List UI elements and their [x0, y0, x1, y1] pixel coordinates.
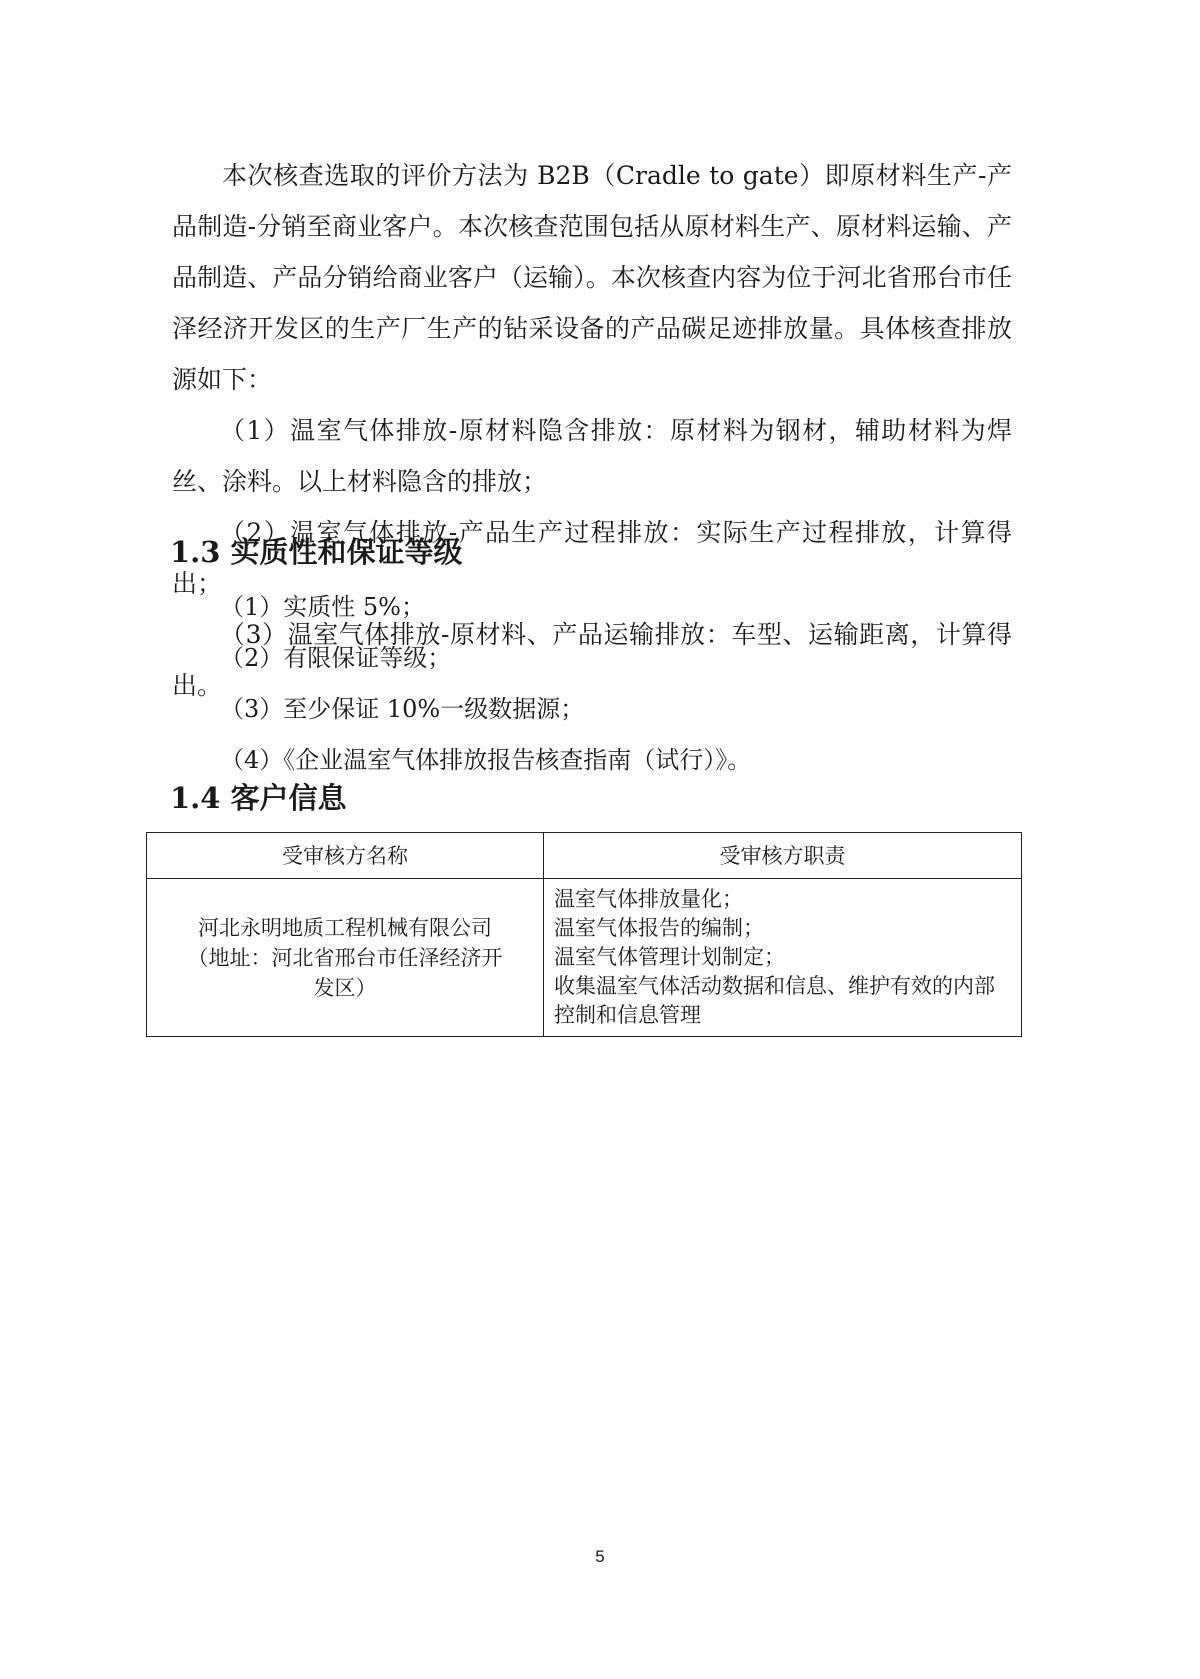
section-heading-1-4: 1.4 客户信息	[170, 781, 347, 815]
column-header-duty: 受审核方职责	[544, 833, 1022, 879]
duty-line-3: 温室气体管理计划制定；	[554, 945, 785, 969]
client-name-line-1: 河北永明地质工程机械有限公司	[198, 915, 492, 940]
table-header-row	[147, 833, 1022, 879]
materiality-item-2: （2）有限保证等级；	[220, 644, 452, 672]
table-row	[147, 879, 1022, 1037]
client-name-line-2: （地址：河北省邢台市任泽经济开	[187, 945, 503, 970]
materiality-item-1: （1）实质性 5%；	[220, 593, 425, 621]
client-name-line-3: 发区）	[313, 975, 377, 1000]
intro-paragraph: 本次核查选取的评价方法为 B2B（Cradle to gate）即原材料生产-产品制造-分销至商业客户。本次核查范围包括从原材料生产、原材料运输、产品制造、产品分销给商业客户（运输）。本次核查内容为位于河北省邢台市任泽经济开发区的生产厂生产的钻采设备的产品碳足迹排放量。具体核查排放源如下：	[172, 161, 1012, 394]
column-header-name: 受审核方名称	[147, 833, 544, 879]
page-number: 5	[595, 1547, 605, 1566]
section-heading-1-3: 1.3 实质性和保证等级	[170, 535, 463, 569]
duty-line-4: 收集温室气体活动数据和信息、维护有效的内部控制和信息管理	[554, 974, 995, 1027]
emission-source-item-3: （3）温室气体排放-原材料、产品运输排放：车型、运输距离，计算得出。	[172, 620, 1012, 700]
materiality-list	[220, 582, 751, 786]
duty-line-1: 温室气体排放量化；	[554, 887, 743, 911]
materiality-item-4: （4）《企业温室气体排放报告核查指南（试行）》。	[220, 746, 752, 774]
emission-source-item-1: （1）温室气体排放-原材料隐含排放：原材料为钢材，辅助材料为焊丝、涂料。以上材料隐含的排放；	[172, 416, 1012, 496]
duty-line-2: 温室气体报告的编制；	[554, 916, 764, 940]
client-duty-cell	[544, 879, 1022, 1037]
emission-source-item-2: （2）温室气体排放-产品生产过程排放：实际生产过程排放，计算得出；	[172, 518, 1012, 598]
client-info-table	[146, 832, 1022, 1037]
client-name-cell	[147, 879, 544, 1037]
materiality-item-3: （3）至少保证 10%一级数据源；	[220, 695, 585, 723]
